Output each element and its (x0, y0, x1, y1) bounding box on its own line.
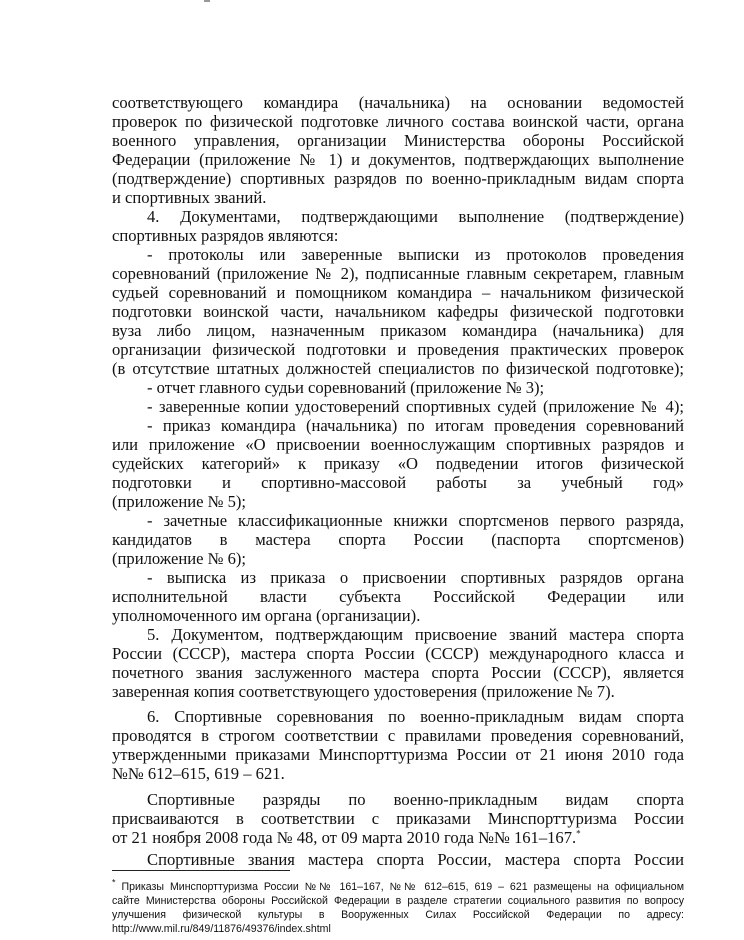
footnote-reference: * (576, 828, 581, 839)
footnote-line-content: Приказы Минспорттуризма России №№ 161–167, №№ 612–615, 619 – 621 размещены на официальном (121, 881, 684, 893)
text-line-content: (подтверждение) спортивных разрядов по военно-прикладным видам спорта (112, 169, 684, 188)
text-line-content: заверенная копия соответствующего удостоверения (приложение № 7). (112, 682, 615, 701)
text-line-content: присваиваются в соответствии с приказами Минспорттуризма России (112, 809, 684, 828)
text-line-content: спортивных разрядов являются: (112, 226, 339, 245)
text-line (112, 530, 684, 549)
text-line (112, 93, 684, 112)
text-line (112, 790, 684, 809)
footnote-line (112, 908, 684, 922)
footnote-line-content: сайте Министерства обороны Российской Федерации в разделе стратегии социального развития по вопросу (112, 895, 684, 907)
footnote-line-content: улучшения физической культуры в Вооруженных Силах Российской Федерации по адресу: (112, 909, 684, 921)
text-line (112, 112, 684, 131)
text-line (112, 549, 684, 568)
text-line-content: или приложение «О присвоении военнослужащим спортивных разрядов и (112, 435, 684, 454)
text-line-content: уполномоченного им органа (организации). (112, 606, 421, 625)
text-line (112, 587, 684, 606)
text-line (112, 764, 684, 783)
text-line (112, 625, 684, 644)
text-line (112, 850, 684, 869)
text-line-content: и спортивных званий. (112, 188, 267, 207)
text-line-content: исполнительной власти субъекта Российской Федерации или (112, 587, 684, 606)
text-line (112, 150, 684, 169)
footnote-line (112, 877, 684, 894)
text-line-content: вуза либо лицом, назначенным приказом командира (начальника) для (112, 321, 684, 340)
footnote-line (112, 894, 684, 908)
text-line-content: 6. Спортивные соревнования по военно-прикладным видам спорта (147, 707, 684, 726)
text-line (112, 663, 684, 682)
text-line-content: организации физической подготовки и проведения практических проверок (112, 340, 684, 359)
document-body (112, 93, 684, 869)
text-line-content: проверок по физической подготовке личного состава воинской части, органа (112, 112, 684, 131)
text-line (112, 416, 684, 435)
text-line-content: (приложение № 5); (112, 492, 247, 511)
text-line-content: соревнований (приложение № 2), подписанные главным секретарем, главным (112, 264, 684, 283)
text-line-content: Спортивные разряды по военно-прикладным видам спорта (147, 790, 684, 809)
text-line (112, 682, 684, 701)
footnote-url[interactable] (112, 922, 684, 936)
text-line-content: №№ 612–615, 619 – 621. (112, 764, 285, 783)
text-line (112, 302, 684, 321)
text-line (112, 283, 684, 302)
text-line-content: соответствующего командира (начальника) на основании ведомостей (112, 93, 684, 112)
text-line (112, 397, 684, 416)
text-line-content: проводятся в строгом соответствии с правилами проведения соревнований, (112, 726, 684, 745)
text-line (112, 131, 684, 150)
footnote (112, 877, 684, 936)
text-line-content: - протоколы или заверенные выписки из протоколов проведения (147, 245, 684, 264)
text-line-content: подготовки и спортивно-массовой работы за учебный год» (112, 473, 684, 492)
text-line-content: России (СССР), мастера спорта России (СССР) международного класса и (112, 644, 684, 663)
text-line (112, 169, 684, 188)
text-line (112, 188, 684, 207)
footnote-marker: * (112, 877, 116, 888)
text-line (112, 473, 684, 492)
text-line (112, 454, 684, 473)
text-line-content: Федерации (приложение № 1) и документов, подтверждающих выполнение (112, 150, 684, 169)
text-line (112, 745, 684, 764)
text-line-content: Спортивные звания мастера спорта России, мастера спорта России (147, 850, 684, 869)
text-line-content: 4. Документами, подтверждающими выполнение (подтверждение) (147, 207, 684, 226)
text-line-content: судейских категорий» к приказу «О подведении итогов физической (112, 454, 684, 473)
text-line-content: - отчет главного судьи соревнований (приложение № 3); (147, 378, 545, 397)
text-line (112, 435, 684, 454)
text-line (112, 378, 684, 397)
footnote-line-content: http://www.mil.ru/849/11876/49376/index.shtml (112, 923, 331, 935)
text-line (112, 340, 684, 359)
text-line-content: (приложение № 6); (112, 549, 247, 568)
text-line-content: (в отсутствие штатных должностей специалистов по физической подготовке); (112, 359, 684, 378)
text-line (112, 568, 684, 587)
text-line-content: - заверенные копии удостоверений спортивных судей (приложение № 4); (147, 397, 684, 416)
text-line-content: от 21 ноября 2008 года № 48, от 09 марта 2010 года №№ 161–167. (112, 828, 577, 847)
text-line (112, 226, 684, 245)
text-line (112, 809, 684, 828)
text-line-content: 5. Документом, подтверждающим присвоение званий мастера спорта (147, 625, 684, 644)
text-line (112, 726, 684, 745)
text-line-content: судьей соревнований и помощником командира – начальником физической (112, 283, 684, 302)
text-line-content: подготовки воинской части, начальником кафедры физической подготовки (112, 302, 684, 321)
text-line-content: почетного звания заслуженного мастера спорта России (СССР), является (112, 663, 684, 682)
text-line (112, 321, 684, 340)
text-line (112, 245, 684, 264)
text-line-content: - зачетные классификационные книжки спортсменов первого разряда, (147, 511, 684, 530)
scan-artifact (204, 0, 210, 2)
text-line-content: утвержденными приказами Минспорттуризма России от 21 июня 2010 года (112, 745, 684, 764)
text-line (112, 707, 684, 726)
text-line-content: - приказ командира (начальника) по итогам проведения соревнований (147, 416, 684, 435)
text-line (112, 511, 684, 530)
text-line-content: военного управления, организации Министерства обороны Российской (112, 131, 684, 150)
text-line-content: - выписка из приказа о присвоении спортивных разрядов органа (147, 568, 684, 587)
text-line-content: кандидатов в мастера спорта России (паспорта спортсменов) (112, 530, 684, 549)
text-line (112, 359, 684, 378)
text-line (112, 644, 684, 663)
text-line (112, 207, 684, 226)
text-line (112, 606, 684, 625)
text-line (112, 492, 684, 511)
footnote-divider (112, 870, 290, 871)
text-line (112, 264, 684, 283)
text-line (112, 828, 684, 847)
